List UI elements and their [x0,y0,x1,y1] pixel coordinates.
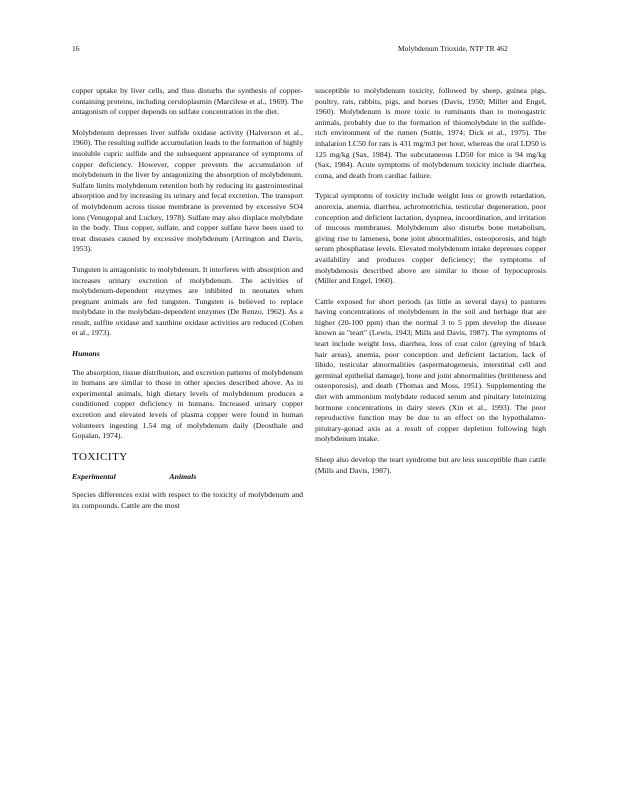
left-paragraph-1: copper uptake by liver cells, and thus disturbs the synthesis of copper-containing proteins, including ceruloplasmin (Marcilese et al., 1969). The antagonism of copper depends on sulfate concentration in the diet. [72,86,303,117]
toxicity-heading: TOXICITY [72,450,128,463]
page-number: 16 [72,44,80,53]
experimental-animals-heading: Experimental Animals [72,471,197,481]
humans-heading: Humans [72,349,100,359]
left-paragraph-3: Tungsten is antagonistic to molybdenum. It interferes with absorption and increases urinary excretion of molybdenum. The activities of molybdenum-dependent enzymes are inhibited in neonates when pregnant animals are fed tungsten. Tungsten is believed to replace molybdate in the molybdate-dependent enzymes (De Renzo, 1962). As a result, sulfite oxidase and xanthine oxidase activities are reduced (Cohen et al., 1973). [72,264,303,338]
right-paragraph-3: Cattle exposed for short periods (as little as several days) to pastures having concentrations of molybdenum in the soil and herbage that are higher (20-100 ppm) than the normal 3 to 5 ppm develop the disease known as "teart" (Lewis, 1943; Mills and Davis, 1987). The symptoms of teart include weight loss, diarrhea, loss of coat color (greying of black hair areas), anemia, poor conception and deficient lactation, lack of libido, testicular abnormalities (aspermatogenesis, interstitial cell and germinal epithelial damage), bone and joint abnormalities (brittleness and osteoporosis), and death (Thomas and Moss, 1951). Supplementing the diet with ammonium molybdate reduced serum and pituitary luteinizing hormone concentrations in dairy steers (Xin et al., 1993). The poor reproductive function may be due to an effect on the hypothalamo-pituitary-gonad axis as a result of copper depletion following high molybdenum intake. [315,296,546,444]
left-paragraph-5: Species differences exist with respect to the toxicity of molybdenum and its compounds. Cattle are the most [72,490,303,510]
left-column [72,86,303,520]
right-paragraph-1: susceptible to molybdenum toxicity, followed by sheep, guinea pigs, poultry, rats, rabbits, pigs, and horses (Davis, 1950; Miller and Engel, 1960). Molybdenum is more toxic to ruminants than to monogastric animals, probably due to the formation of thiomolybdate in the sulfide-rich environment of the rumen (Suttle, 1974; Dick et al., 1975). The inhalation LC50 for rats is 431 mg/m3 per hour, whereas the oral LD50 is 125 mg/kg (Sax, 1984). The subcutaneous LD50 for mice is 94 mg/kg (Sax, 1984). Acute symptoms of molybdenum toxicity include diarrhea, coma, and death from cardiac failure. [315,86,546,180]
right-column [315,86,546,484]
left-paragraph-4: The absorption, tissue distribution, and excretion patterns of molybdenum in humans are similar to those in other species described above. As in experimental animals, high dietary levels of molybdenum produces a conditioned copper deficiency in humans. Increased urinary copper excretion and elevated levels of plasma copper were found in human volunteers ingesting 1.54 mg of molybdenum daily (Deosthale and Gopalan, 1974). [72,367,303,441]
right-paragraph-2: Typical symptoms of toxicity include weight loss or growth retardation, anorexia, anemia, diarrhea, achromotrichia, testicular degeneration, poor conception and deficient lactation, dyspnea, incoordination, and irritation of mucous membranes. Molybdenum also disturbs bone metabolism, giving rise to lameness, bone joint abnormalities, osteoporosis, and high serum phosphatase levels. Elevated molybdenum intake depresses copper availability and produces copper deficiency; the symptoms of molybdenosis described above are similar to those of hypocuprosis (Miller and Engel, 1960). [315,191,546,286]
left-paragraph-2: Molybdenum depresses liver sulfide oxidase activity (Halverson et al., 1960). The resulting sulfide accumulation leads to the formation of highly insoluble cupric sulfide and the subsequent appearance of symptoms of copper deficiency. However, copper prevents the accumulation of molybdenum in the liver by antagonizing the absorption of molybdenum. Sulfate limits molybdenum retention both by reducing its gastrointestinal absorption and by increasing its urinary and fecal excretion. The transport of molybdenum across tissue membrane is prevented by excessive SO4 ions (Venugopal and Luckey, 1978). Sulfate may also displace molybdate in the body. Thus copper, sulfate, and copper sulfate have been used to treat diseases caused by excessive molybdenum (Arrington and Davis, 1953). [72,127,303,254]
running-title: Molybdenum Trioxide, NTP TR 462 [398,44,508,53]
right-paragraph-4: Sheep also develop the teart syndrome but are less susceptible than cattle (Mills and Davis, 1987). [315,455,546,475]
